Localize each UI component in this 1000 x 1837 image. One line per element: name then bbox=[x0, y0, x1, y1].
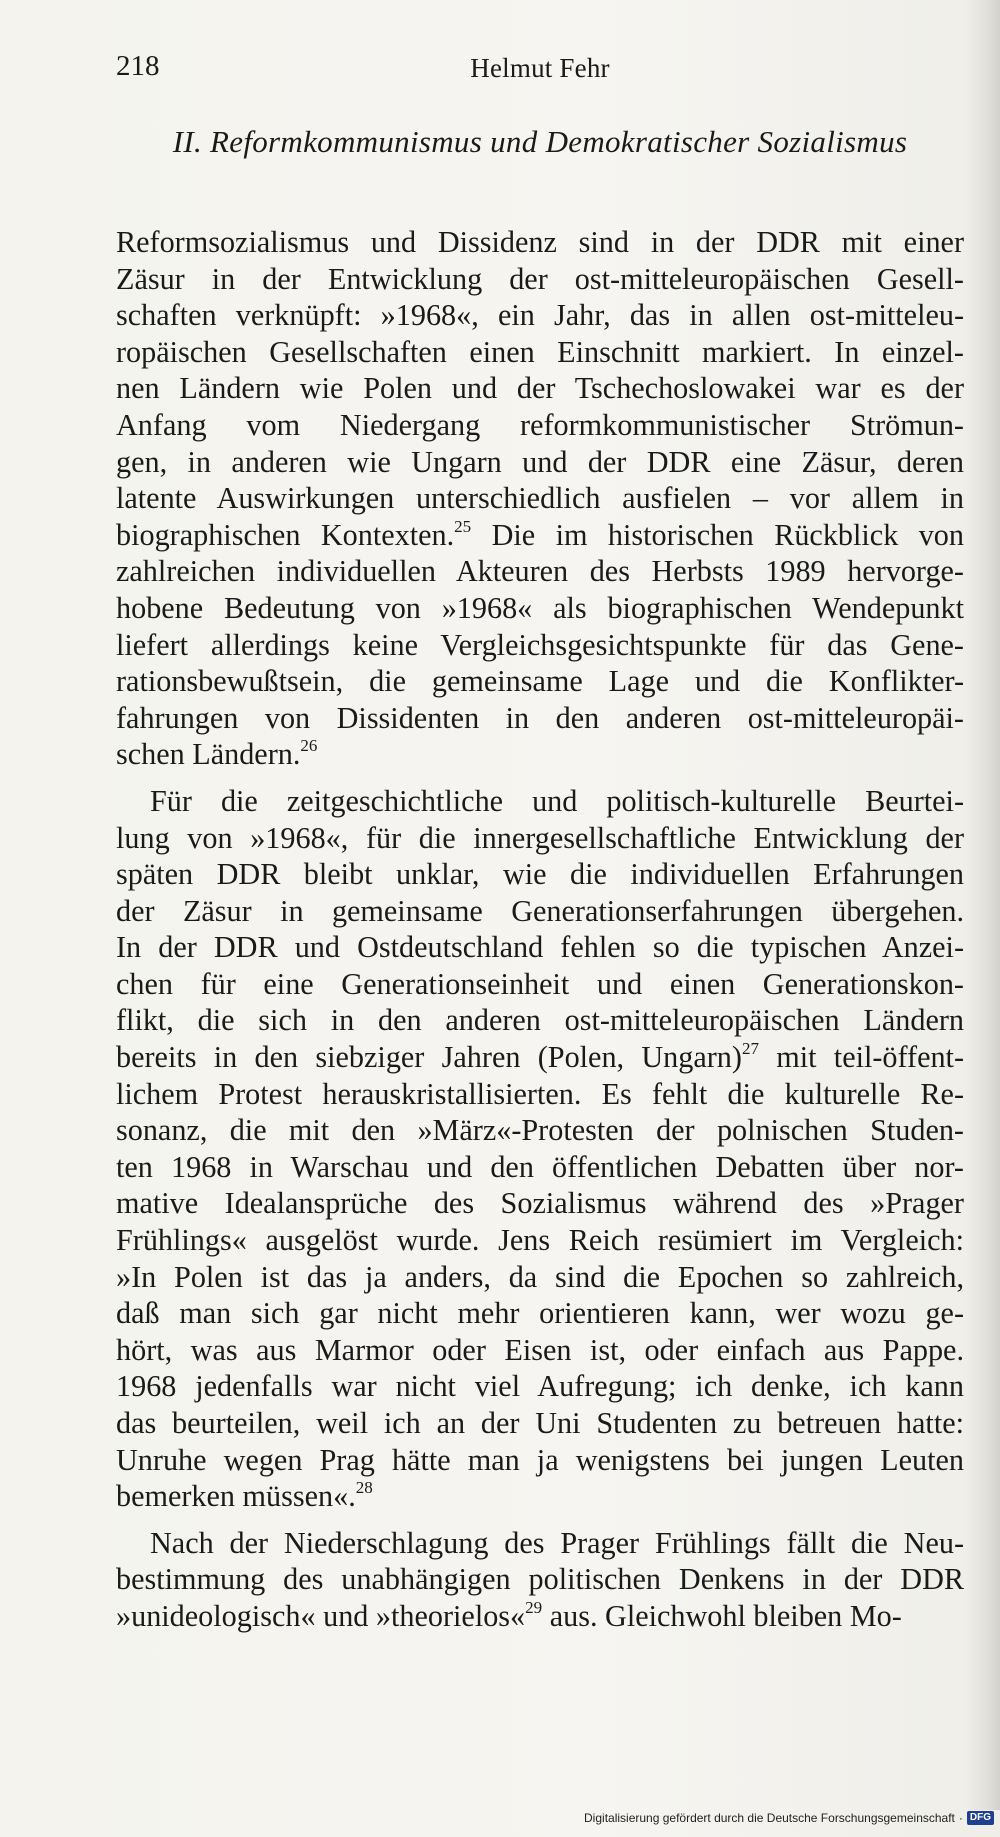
line-text: mative Idealansprüche des Sozialismus während des »Prager bbox=[116, 1186, 964, 1221]
text-line bbox=[116, 1185, 964, 1222]
line-text: der Zäsur in gemeinsame Generationserfahrungen übergehen. bbox=[116, 893, 964, 928]
line-text: hört, was aus Marmor oder Eisen ist, oder einfach aus Pappe. bbox=[116, 1332, 964, 1367]
text-line bbox=[116, 590, 964, 627]
text-line bbox=[116, 1561, 964, 1598]
text-line bbox=[116, 1149, 964, 1186]
paragraph-gap bbox=[116, 1515, 964, 1525]
text-line bbox=[116, 820, 964, 857]
text-line bbox=[116, 893, 964, 930]
line-text: ten 1968 in Warschau und den öffentlichen Debatten über nor- bbox=[116, 1149, 964, 1184]
line-text: Für die zeitgeschichtliche und politisch-kulturelle Beurtei- bbox=[150, 783, 964, 818]
line-text: fahrungen von Dissidenten in den anderen ost-mitteleuropäi- bbox=[116, 700, 964, 735]
line-text: »In Polen ist das ja anders, da sind die Epochen so zahlreich, bbox=[116, 1259, 964, 1294]
text-line bbox=[116, 1002, 964, 1039]
credit-separator: · bbox=[958, 1811, 963, 1825]
text-line bbox=[116, 700, 964, 737]
digitization-credit bbox=[584, 1809, 994, 1827]
line-text: sonanz, die mit den »März«-Protesten der polnischen Studen- bbox=[116, 1113, 964, 1148]
text-line bbox=[116, 966, 964, 1003]
text-line bbox=[116, 856, 964, 893]
line-text-after-footnote: aus. Gleichwohl bleiben Mo- bbox=[542, 1598, 902, 1633]
line-text: Anfang vom Niedergang reformkommunistischer Strömun- bbox=[116, 407, 964, 442]
section-heading: II. Reformkommunismus und Demokratischer Sozialismus bbox=[172, 124, 908, 159]
text-line bbox=[116, 1259, 964, 1296]
line-text: »unideologisch« und »theorielos« bbox=[116, 1598, 526, 1633]
line-text: Nach der Niederschlagung des Prager Frühlings fällt die Neu- bbox=[150, 1525, 964, 1560]
line-text: das beurteilen, weil ich an der Uni Studenten zu betreuen hatte: bbox=[116, 1406, 964, 1440]
text-line bbox=[116, 261, 964, 298]
text-line bbox=[116, 663, 964, 700]
running-head-author: Helmut Fehr bbox=[470, 53, 610, 83]
line-text: flikt, die sich in den anderen ost-mitteleuropäischen Ländern bbox=[116, 1003, 964, 1038]
text-line bbox=[116, 1076, 964, 1113]
footnote-marker[interactable]: 27 bbox=[741, 1039, 759, 1058]
text-line bbox=[116, 334, 964, 371]
line-text: schen Ländern. bbox=[116, 737, 301, 772]
text-line bbox=[116, 480, 964, 517]
paragraph bbox=[116, 224, 964, 773]
line-text: späten DDR bleibt unklar, wie die individuellen Erfahrungen bbox=[116, 857, 964, 892]
line-text: 1968 jedenfalls war nicht viel Aufregung; ich denke, ich kann bbox=[116, 1369, 964, 1404]
text-line bbox=[116, 1039, 964, 1076]
paragraph bbox=[116, 783, 964, 1515]
text-line bbox=[116, 297, 964, 334]
text-line bbox=[116, 553, 964, 590]
text-line bbox=[116, 370, 964, 407]
text-line bbox=[116, 1295, 964, 1332]
text-line bbox=[116, 1332, 964, 1369]
footnote-marker[interactable]: 25 bbox=[454, 516, 472, 536]
footnote-marker[interactable]: 29 bbox=[525, 1597, 543, 1617]
line-text: In der DDR und Ostdeutschland fehlen so die typischen Anzei- bbox=[116, 930, 964, 965]
line-text: latente Auswirkungen unterschiedlich ausfielen – vor allem in bbox=[116, 481, 964, 516]
running-head bbox=[116, 50, 964, 90]
line-text: schaften verknüpft: »1968«, ein Jahr, das in allen ost-mitteleu- bbox=[116, 298, 964, 333]
line-text: ropäischen Gesellschaften einen Einschnitt markiert. In einzel- bbox=[116, 334, 964, 369]
text-line bbox=[116, 1368, 964, 1405]
line-text: Unruhe wegen Prag hätte man ja wenigstens bei jungen Leuten bbox=[116, 1442, 964, 1477]
text-line bbox=[116, 1442, 964, 1479]
line-text: lung von »1968«, für die innergesellschaftliche Entwicklung der bbox=[116, 820, 964, 855]
line-text: hobene Bedeutung von »1968« als biographischen Wendepunkt bbox=[116, 590, 964, 625]
line-text: chen für eine Generationseinheit und einen Generationskon- bbox=[116, 966, 964, 1001]
line-text: liefert allerdings keine Vergleichsgesichtspunkte für das Gene- bbox=[116, 627, 964, 662]
footnote-marker[interactable]: 26 bbox=[300, 736, 318, 756]
line-text: Zäsur in der Entwicklung der ost-mitteleuropäischen Gesell- bbox=[116, 261, 964, 296]
line-text: bestimmung des unabhängigen politischen Denkens in der DDR bbox=[116, 1562, 964, 1597]
line-text: Frühlings« ausgelöst wurde. Jens Reich resümiert im Vergleich: bbox=[116, 1223, 964, 1258]
text-line bbox=[116, 1112, 964, 1149]
body-text bbox=[116, 224, 964, 1635]
paragraph-gap bbox=[116, 773, 964, 783]
line-text: gen, in anderen wie Ungarn und der DDR eine Zäsur, deren bbox=[116, 444, 964, 479]
paragraph bbox=[116, 1525, 964, 1635]
text-line bbox=[116, 929, 964, 966]
text-line bbox=[116, 736, 964, 773]
dfg-logo-icon: DFG bbox=[967, 1811, 994, 1825]
text-line bbox=[116, 627, 964, 664]
line-text: lichem Protest herauskristallisierten. Es fehlt die kulturelle Re- bbox=[116, 1076, 964, 1111]
text-line bbox=[116, 1598, 964, 1635]
line-text: bemerken müssen«. bbox=[116, 1479, 356, 1514]
digitization-credit-text: Digitalisierung gefördert durch die Deutsche Forschungsgemeinschaft bbox=[584, 1811, 955, 1825]
line-text: rationsbewußtsein, die gemeinsame Lage und die Konflikter- bbox=[116, 664, 964, 699]
text-line bbox=[116, 783, 964, 820]
text-line bbox=[116, 1525, 964, 1562]
text-line bbox=[116, 444, 964, 481]
text-line bbox=[116, 1405, 964, 1442]
text-line bbox=[116, 407, 964, 444]
footnote-marker[interactable]: 28 bbox=[355, 1478, 373, 1498]
line-text-after-footnote: Die im historischen Rückblick von bbox=[471, 517, 964, 552]
text-line bbox=[116, 517, 964, 554]
page-gutter-shadow bbox=[966, 0, 1000, 1810]
line-text: daß man sich gar nicht mehr orientieren kann, wer wozu ge- bbox=[116, 1296, 964, 1331]
line-text: nen Ländern wie Polen und der Tschechoslowakei war es der bbox=[116, 371, 964, 406]
line-text: bereits in den siebziger Jahren (Polen, Ungarn) bbox=[116, 1040, 742, 1075]
line-text-after-footnote: mit teil-öffent- bbox=[758, 1040, 964, 1075]
page-number: 218 bbox=[116, 50, 160, 82]
text-line bbox=[116, 1222, 964, 1259]
line-text: Reformsozialismus und Dissidenz sind in der DDR mit einer bbox=[116, 225, 964, 259]
line-text: zahlreichen individuellen Akteuren des Herbsts 1989 hervorge- bbox=[116, 554, 964, 589]
text-line bbox=[116, 1478, 964, 1515]
line-text: biographischen Kontexten. bbox=[116, 517, 455, 552]
text-line bbox=[116, 224, 964, 261]
